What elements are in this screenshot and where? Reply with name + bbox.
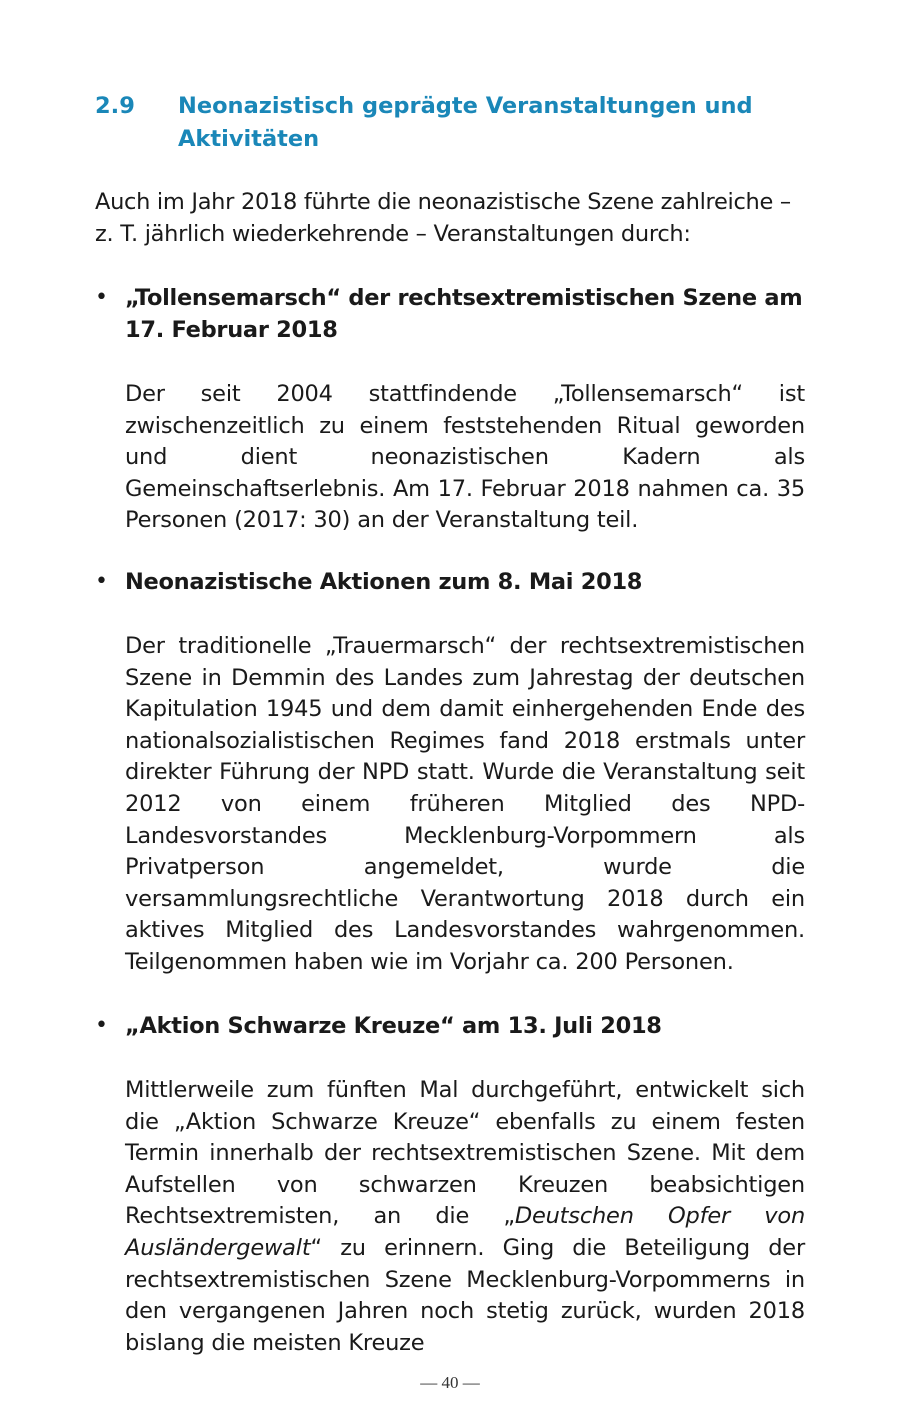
item-body-emphasis: Deutschen Opfer von Ausländergewalt (125, 1203, 806, 1261)
item-body: Der traditionelle „Trauermarsch“ der rechtsextremistischen Szene in Demmin des Landes zum Jahrestag der deutschen Kapitulation 1945 und dem damit einhergehenden Ende des nationalsozialistischen Regimes fand 2018 erstmals unter direkter Führung der NPD statt. Wurde die Veranstaltung seit 2012 von einem früheren Mitglied des NPD-Landesvorstandes Mecklenburg-Vorpommern als Privatperson angemeldet, wurde die versammlungsrechtliche Verantwortung 2018 durch ein aktives Mitglied des Landesvorstandes wahrgenommen. Teilgenommen haben wie im Vorjahr ca. 200 Personen. (125, 633, 805, 975)
item-body (125, 1075, 805, 1359)
list-item (95, 282, 805, 537)
section-title-line2: Aktivitäten (178, 126, 320, 152)
item-body-part2: “ zu erinnern. Ging die Beteiligung der rechtsextremistischen Szene Mecklenburg-Vorpommerns in den vergangenen Jahren noch stetig zurück, wurden 2018 bislang die meisten Kreuze (125, 1234, 805, 1356)
item-title-line2: 17. Februar 2018 (125, 317, 338, 343)
item-title (125, 282, 805, 346)
item-title-line1: „Tollensemarsch“ der rechtsextremistischen Szene am (125, 285, 803, 311)
section-title-line1: Neonazistisch geprägte Veranstaltungen und (178, 93, 753, 119)
bullet-icon: • (95, 1013, 108, 1038)
page-number: — 40 — (420, 1373, 480, 1392)
item-title: „Aktion Schwarze Kreuze“ am 13. Juli 2018 (125, 1013, 662, 1039)
intro-paragraph: Auch im Jahr 2018 führte die neonazistische Szene zahlreiche – z. T. jährlich wiederkehrende – Veranstaltungen durch: (95, 189, 791, 247)
bullet-icon: • (95, 285, 108, 310)
section-heading (95, 90, 815, 156)
item-body-part1: Mittlerweile zum fünften Mal durchgeführt, entwickelt sich die „Aktion Schwarze Kreuze“ ebenfalls zu einem festen Termin innerhalb der rechtsextremistischen Szene. Mit dem Aufstellen von schwarzen Kreuzen beabsichtigen Rechtsextremisten, an die „ (125, 1077, 805, 1230)
list-item (95, 566, 805, 979)
item-body: Der seit 2004 stattfindende „Tollensemarsch“ ist zwischenzeitlich zu einem feststehenden Ritual geworden und dient neonazistischen Kadern als Gemeinschaftserlebnis. Am 17. Februar 2018 nahmen ca. 35 Personen (2017: 30) an der Veranstaltung teil. (125, 381, 805, 534)
list-item (95, 1010, 805, 1359)
section-number: 2.9 (95, 93, 135, 119)
bullet-icon: • (95, 569, 108, 594)
item-title: Neonazistische Aktionen zum 8. Mai 2018 (125, 569, 643, 595)
